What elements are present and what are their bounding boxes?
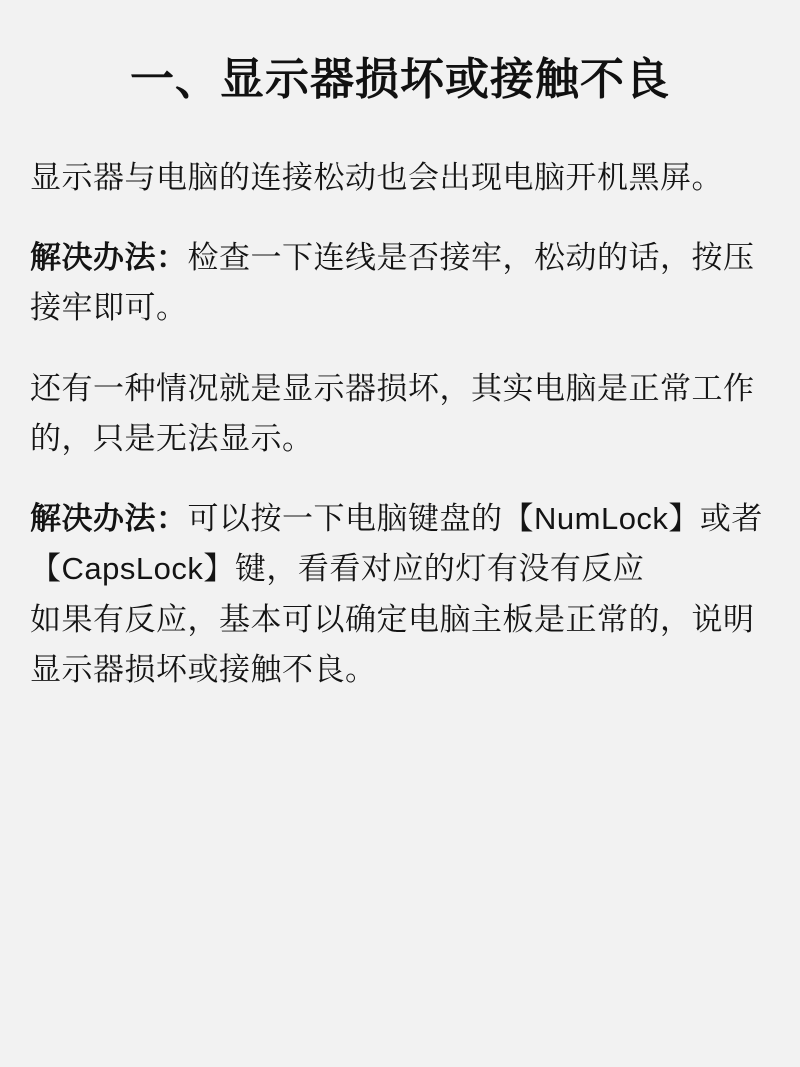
- paragraph-intro: [30, 153, 770, 203]
- paragraph-intro-text: 显示器与电脑的连接松动也会出现电脑开机黑屏。: [30, 160, 723, 195]
- paragraph-solution-1: [30, 233, 770, 333]
- solution-2-text: 可以按一下电脑键盘的【NumLock】或者【CapsLock】键，看看对应的灯有没有反应: [30, 501, 763, 587]
- solution-1-text: 检查一下连线是否接牢，松动的话，按压接牢即可。: [30, 240, 755, 326]
- paragraph-solution-2-continued: [30, 595, 770, 695]
- page-title: 一、显示器损坏或接触不良: [130, 55, 670, 104]
- second-case-text: 还有一种情况就是显示器损坏，其实电脑是正常工作的，只是无法显示。: [30, 370, 755, 456]
- solution-2-continued-text: 如果有反应，基本可以确定电脑主板是正常的，说明显示器损坏或接触不良。: [30, 601, 755, 687]
- paragraph-solution-2: [30, 494, 770, 594]
- solution-2-label: 解决办法：: [30, 501, 188, 537]
- paragraph-second-case: [30, 364, 770, 464]
- solution-1-label: 解决办法：: [30, 240, 188, 276]
